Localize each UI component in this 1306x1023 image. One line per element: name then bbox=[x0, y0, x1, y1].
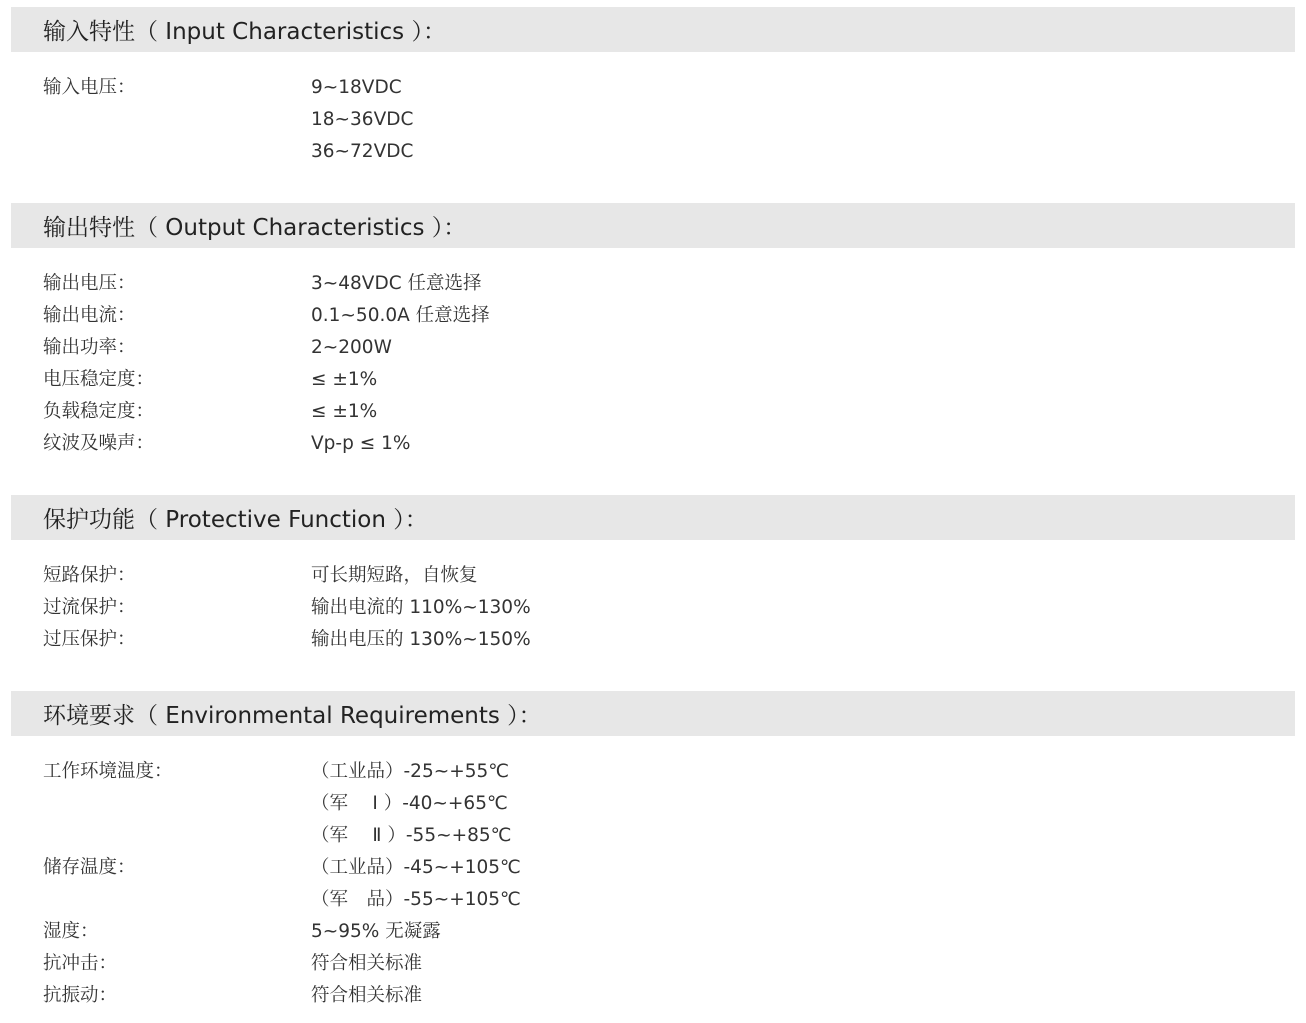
spec-list bbox=[0, 268, 1306, 460]
spec-label: 电压稳定度： bbox=[43, 369, 155, 390]
spec-value: 符合相关标准 bbox=[311, 953, 423, 974]
input-characteristics-section bbox=[0, 7, 1306, 168]
spec-row bbox=[0, 788, 1306, 820]
spec-value: 输出电流的 110%~130% bbox=[311, 597, 531, 618]
spec-row bbox=[0, 332, 1306, 364]
spec-row bbox=[0, 300, 1306, 332]
spec-value: 符合相关标准 bbox=[311, 985, 423, 1006]
spec-row bbox=[0, 916, 1306, 948]
spec-label: 负载稳定度： bbox=[43, 401, 155, 422]
spec-row bbox=[0, 428, 1306, 460]
section-title: 保护功能（ Protective Function ）： bbox=[11, 495, 1295, 540]
spec-row bbox=[0, 592, 1306, 624]
spec-list bbox=[0, 560, 1306, 656]
spec-label: 过压保护： bbox=[43, 629, 136, 650]
spec-row bbox=[0, 560, 1306, 592]
spec-row bbox=[0, 884, 1306, 916]
spec-value: 5~95% 无凝露 bbox=[311, 921, 441, 942]
spec-label: 湿度： bbox=[43, 921, 99, 942]
spec-row bbox=[0, 820, 1306, 852]
spec-value: 18~36VDC bbox=[311, 109, 414, 130]
spec-value: 输出电压的 130%~150% bbox=[311, 629, 531, 650]
spec-list bbox=[0, 72, 1306, 168]
spec-value: Vp-p ≤ 1% bbox=[311, 433, 411, 454]
section-title: 输入特性（ Input Characteristics ）： bbox=[11, 7, 1295, 52]
spec-label: 短路保护： bbox=[43, 565, 136, 586]
spec-label: 抗冲击： bbox=[43, 953, 118, 974]
spec-value: ≤ ±1% bbox=[311, 401, 378, 422]
output-characteristics-section bbox=[0, 203, 1306, 460]
spec-row bbox=[0, 980, 1306, 1012]
spec-row bbox=[0, 624, 1306, 656]
spec-value: 可长期短路，自恢复 bbox=[311, 565, 478, 586]
spec-label: 工作环境温度： bbox=[43, 761, 173, 782]
spec-value: （军 品）-55~+105℃ bbox=[311, 889, 521, 910]
spec-label: 过流保护： bbox=[43, 597, 136, 618]
spec-value: （工业品）-25~+55℃ bbox=[311, 761, 510, 782]
spec-list bbox=[0, 756, 1306, 1012]
spec-row bbox=[0, 72, 1306, 104]
spec-label: 输出电流： bbox=[43, 305, 136, 326]
spec-value: （军 Ⅱ ）-55~+85℃ bbox=[311, 825, 512, 846]
spec-value: 36~72VDC bbox=[311, 141, 414, 162]
spec-row bbox=[0, 852, 1306, 884]
spec-label: 储存温度： bbox=[43, 857, 136, 878]
spec-value: 3~48VDC 任意选择 bbox=[311, 273, 482, 294]
spec-row bbox=[0, 396, 1306, 428]
spec-value: 2~200W bbox=[311, 337, 392, 358]
spec-row bbox=[0, 136, 1306, 168]
spec-value: 0.1~50.0A 任意选择 bbox=[311, 305, 490, 326]
section-title: 环境要求（ Environmental Requirements ）： bbox=[11, 691, 1295, 736]
spec-value: （军 Ⅰ ）-40~+65℃ bbox=[311, 793, 508, 814]
spec-row bbox=[0, 948, 1306, 980]
spec-label: 输出功率： bbox=[43, 337, 136, 358]
spec-row bbox=[0, 756, 1306, 788]
spec-row bbox=[0, 268, 1306, 300]
environmental-requirements-section bbox=[0, 691, 1306, 1012]
spec-label: 输入电压： bbox=[43, 77, 136, 98]
section-title: 输出特性（ Output Characteristics ）： bbox=[11, 203, 1295, 248]
spec-row bbox=[0, 104, 1306, 136]
spec-row bbox=[0, 364, 1306, 396]
spec-label: 抗振动： bbox=[43, 985, 118, 1006]
spec-value: 9~18VDC bbox=[311, 77, 402, 98]
protective-function-section bbox=[0, 495, 1306, 656]
spec-label: 输出电压： bbox=[43, 273, 136, 294]
spec-value: ≤ ±1% bbox=[311, 369, 378, 390]
spec-label: 纹波及噪声： bbox=[43, 433, 155, 454]
spec-value: （工业品）-45~+105℃ bbox=[311, 857, 521, 878]
